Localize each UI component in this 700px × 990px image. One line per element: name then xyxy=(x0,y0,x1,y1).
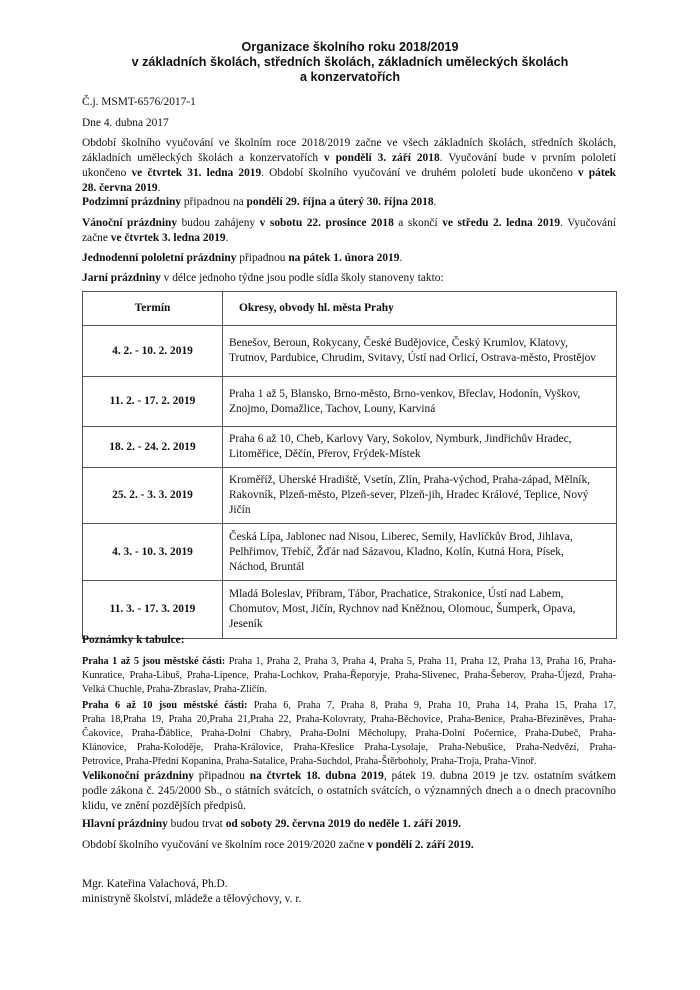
intro-line-2: základních uměleckých školách a konzervatořích v pondělí 3. září 2018. Vyučování bude v prvním pololetí xyxy=(82,152,617,164)
easter-label: Velikonoční prázdniny xyxy=(82,770,194,782)
spring-holidays-table xyxy=(82,291,617,639)
autumn-dates: pondělí 29. října a úterý 30. října 2018 xyxy=(246,196,434,208)
table-row xyxy=(83,326,617,377)
notes-praha-1-5: Praha 1 až 5 jsou městské části: Praha 1, Praha 2, Praha 3, Praha 4, Praha 5, Praha 11, Praha 12, Praha 13, Praha 16, Praha- Kunratice, Praha-Libuš, Praha-Lipence, Praha-Lochkov, Praha-Řeporyje, Praha-Slivenec, Praha-Šeberov, Praha-Újezd, Praha- Velká Chuchle, Praha-Zbraslav, Praha-Zličín. xyxy=(82,656,617,695)
reference-number: Č.j. MSMT-6576/2017-1 xyxy=(82,96,196,108)
signature-role: ministryně školství, mládeže a tělovýchovy, v. r. xyxy=(82,893,302,905)
districts-cell: Česká Lípa, Jablonec nad Nisou, Liberec, Semily, Havlíčkův Brod, Jihlava, Pelhřimov, Třebíč, Žďár nad Sázavou, Kladno, Kolín, Kutná Hora, Písek, Náchod, Bruntál xyxy=(223,524,617,581)
christmas-label: Vánoční prázdniny xyxy=(82,217,178,229)
title-line-2: v základních školách, středních školách, základních uměleckých školách xyxy=(131,55,569,69)
autumn-holidays: Podzimní prázdniny připadnou na pondělí 29. října a úterý 30. října 2018. xyxy=(82,196,437,208)
table-row xyxy=(83,524,617,581)
table-row xyxy=(83,581,617,639)
next-school-year: Období školního vyučování ve školním roce 2019/2020 začne v pondělí 2. září 2019. xyxy=(82,839,474,851)
term-cell: 11. 3. - 17. 3. 2019 xyxy=(83,581,223,639)
signature-block xyxy=(82,877,301,907)
intro-line-4: 28. června 2019. xyxy=(82,182,161,194)
term-cell: 18. 2. - 24. 2. 2019 xyxy=(83,427,223,468)
column-header-term: Termín xyxy=(83,292,223,326)
notes-heading: Poznámky k tabulce: xyxy=(82,634,185,646)
praha-1-5-label: Praha 1 až 5 jsou městské části: xyxy=(82,656,226,667)
christmas-holidays: Vánoční prázdniny budou zahájeny v sobotu 22. prosince 2018 a skončí ve středu 2. ledna 2019. Vyučování začne ve čtvrtek 3. ledna 2019. xyxy=(82,217,616,244)
spring-holidays-intro: Jarní prázdniny v délce jednoho týdne jsou podle sídla školy stanoveny takto: xyxy=(82,272,444,284)
intro-paragraph xyxy=(82,136,616,196)
summer-holidays: Hlavní prázdniny budou trvat od soboty 29. června 2019 do neděle 1. září 2019. xyxy=(82,818,462,830)
term-cell: 4. 2. - 10. 2. 2019 xyxy=(83,326,223,377)
intro-line-3: ukončeno ve čtvrtek 31. ledna 2019. Období školního vyučování ve druhém pololetí bude ukončeno v pátek xyxy=(82,167,617,179)
table-row xyxy=(83,377,617,427)
table-row xyxy=(83,468,617,524)
issue-date: Dne 4. dubna 2017 xyxy=(82,117,169,129)
autumn-label: Podzimní prázdniny xyxy=(82,196,182,208)
term-cell: 25. 2. - 3. 3. 2019 xyxy=(83,468,223,524)
title-line-1: Organizace školního roku 2018/2019 xyxy=(241,40,459,54)
notes-praha-6-10: Praha 6 až 10 jsou městské části: Praha 6, Praha 7, Praha 8, Praha 9, Praha 10, Praha 14, Praha 15, Praha 17, Praha 18,Praha 19, Praha 20,Praha 21,Praha 22, Praha-Kolovraty, Praha-Běchovice, Praha-Benice, Praha-Březiněves, Praha- Čakovice, Praha-Ďáblice, Praha-Dolní Chabry, Praha-Dolní Měcholupy, Praha-Dolní Počernice, Praha-Dubeč, Praha- Klánovice, Praha-Koloděje, Praha-Královice, Praha-Křeslice Praha-Lysolaje, Praha-Nebušice, Praha-Nedvězí, Praha- Petrovice, Praha-Přední Kopanina, Praha-Satalice, Praha-Suchdol, Praha-Štěrboholy, Praha-Troja, Praha-Vinoř. xyxy=(82,700,616,767)
districts-cell: Mladá Boleslav, Příbram, Tábor, Prachatice, Strakonice, Ústí nad Labem, Chomutov, Most, Jičín, Rychnov nad Kněžnou, Olomouc, Šumperk, Opava, Jeseník xyxy=(223,581,617,639)
districts-cell: Kroměříž, Uherské Hradiště, Vsetín, Zlín, Praha-východ, Praha-západ, Mělník, Rakovník, Plzeň-město, Plzeň-sever, Plzeň-jih, Hradec Králové, Teplice, Nový Jičín xyxy=(223,468,617,524)
document-title xyxy=(0,40,700,85)
easter-holidays: Velikonoční prázdniny připadnou na čtvrtek 18. dubna 2019, pátek 19. dubna 2019 je tzv. ostatním svátkem podle zákona č. 245/2000 Sb., o státních svátcích, o ostatních svátcích, o významných dnech a o dnech pracovního klidu, ve znění pozdějších předpisů. xyxy=(82,770,616,812)
table-row xyxy=(83,427,617,468)
table-header-row xyxy=(83,292,617,326)
summer-label: Hlavní prázdniny xyxy=(82,818,168,830)
districts-cell: Benešov, Beroun, Rokycany, České Budějovice, Český Krumlov, Klatovy, Trutnov, Pardubice, Chrudim, Svitavy, Ústí nad Orlicí, Ostrava-město, Prostějov xyxy=(223,326,617,377)
title-line-3: a konzervatořích xyxy=(299,70,401,84)
districts-cell: Praha 1 až 5, Blansko, Brno-město, Brno-venkov, Břeclav, Hodonín, Vyškov, Znojmo, Domažlice, Tachov, Louny, Karviná xyxy=(223,377,617,427)
signature-name: Mgr. Kateřina Valachová, Ph.D. xyxy=(82,878,228,890)
praha-6-10-label: Praha 6 až 10 jsou městské části: xyxy=(82,700,248,711)
term-cell: 4. 3. - 10. 3. 2019 xyxy=(83,524,223,581)
semester-break: Jednodenní pololetní prázdniny připadnou na pátek 1. února 2019. xyxy=(82,252,403,264)
districts-cell: Praha 6 až 10, Cheb, Karlovy Vary, Sokolov, Nymburk, Jindřichův Hradec, Litoměřice, Děčín, Přerov, Frýdek-Místek xyxy=(223,427,617,468)
spring-label: Jarní prázdniny xyxy=(82,272,161,284)
term-cell: 11. 2. - 17. 2. 2019 xyxy=(83,377,223,427)
semester-label: Jednodenní pololetní prázdniny xyxy=(82,252,237,264)
intro-line-1: Období školního vyučování ve školním roce 2018/2019 začne ve všech základních školách, středních školách, xyxy=(82,137,616,149)
column-header-districts: Okresy, obvody hl. města Prahy xyxy=(223,292,617,326)
